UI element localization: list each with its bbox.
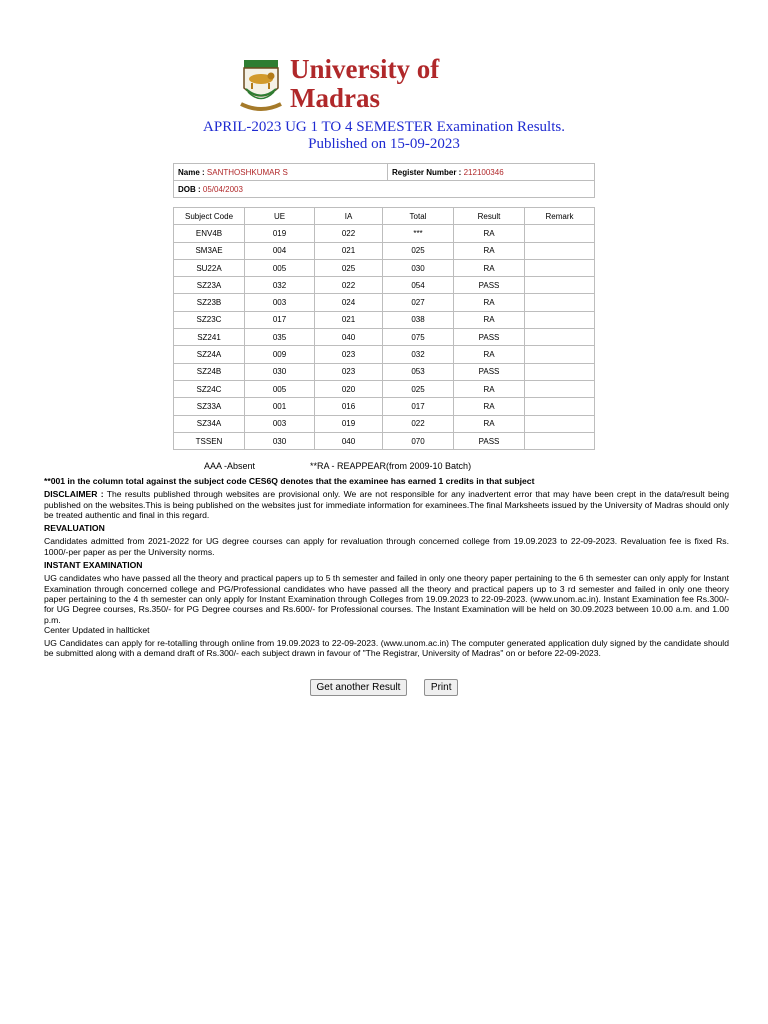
university-name-line1: University of xyxy=(290,54,440,84)
col-ia: IA xyxy=(315,208,383,225)
register-number-cell xyxy=(388,164,595,181)
ue-mark: 001 xyxy=(245,398,315,415)
result: RA xyxy=(454,415,525,432)
total-mark: *** xyxy=(383,225,454,242)
disclaimer-label: DISCLAIMER : xyxy=(44,489,104,500)
table-row xyxy=(174,398,595,415)
total-mark: 053 xyxy=(383,363,454,380)
get-another-result-button[interactable]: Get another Result xyxy=(310,679,408,696)
student-info-table xyxy=(173,163,595,198)
ia-mark: 040 xyxy=(315,329,383,346)
table-row xyxy=(174,415,595,432)
subject-code: SZ23B xyxy=(174,294,245,311)
table-row xyxy=(174,329,595,346)
ia-mark: 020 xyxy=(315,380,383,397)
table-row xyxy=(174,277,595,294)
university-name xyxy=(290,55,510,113)
university-name-line2: Madras xyxy=(290,83,380,113)
subject-code: SZ23A xyxy=(174,277,245,294)
exam-title xyxy=(0,119,768,153)
total-mark: 075 xyxy=(383,329,454,346)
dob-value: 05/04/2003 xyxy=(202,184,243,194)
result: RA xyxy=(454,242,525,259)
ue-mark: 003 xyxy=(245,294,315,311)
result: RA xyxy=(454,380,525,397)
remark xyxy=(525,432,595,449)
result: RA xyxy=(454,311,525,328)
col-remark: Remark xyxy=(525,208,595,225)
remark xyxy=(525,242,595,259)
total-mark: 025 xyxy=(383,380,454,397)
total-mark: 025 xyxy=(383,242,454,259)
exam-title-text: APRIL-2023 UG 1 TO 4 SEMESTER Examination Results. xyxy=(203,119,565,135)
table-row xyxy=(174,225,595,242)
ue-mark: 030 xyxy=(245,432,315,449)
credit-note: **001 in the column total against the subject code CES6Q denotes that the examinee has earned 1 credits in that subject xyxy=(44,476,535,486)
result: PASS xyxy=(454,363,525,380)
university-crest-icon xyxy=(238,58,284,114)
table-row xyxy=(174,311,595,328)
subject-code: SZ24C xyxy=(174,380,245,397)
col-subject-code: Subject Code xyxy=(174,208,245,225)
published-date: Published on 15-09-2023 xyxy=(308,136,460,152)
subject-code: ENV4B xyxy=(174,225,245,242)
ia-mark: 019 xyxy=(315,415,383,432)
total-mark: 030 xyxy=(383,259,454,276)
subject-code: SZ33A xyxy=(174,398,245,415)
marks-header-row xyxy=(174,208,595,225)
revaluation-text: Candidates admitted from 2021-2022 for UG degree courses can apply for revaluation through concerned college from 19.09.2023 to 22-09-2023. Revaluation fee is fixed Rs. 1000/-per paper as per the University norms. xyxy=(44,536,729,557)
table-row xyxy=(174,363,595,380)
table-row xyxy=(174,346,595,363)
name-label: Name : xyxy=(178,167,205,177)
center-note: Center Updated in hallticket xyxy=(44,624,150,635)
col-ue: UE xyxy=(245,208,315,225)
ia-mark: 022 xyxy=(315,277,383,294)
subject-code: SZ24A xyxy=(174,346,245,363)
total-mark: 017 xyxy=(383,398,454,415)
student-name-cell xyxy=(174,164,388,181)
ue-mark: 004 xyxy=(245,242,315,259)
disclaimer xyxy=(44,489,729,520)
total-mark: 027 xyxy=(383,294,454,311)
ue-mark: 003 xyxy=(245,415,315,432)
remark xyxy=(525,398,595,415)
ue-mark: 009 xyxy=(245,346,315,363)
ue-mark: 019 xyxy=(245,225,315,242)
print-button[interactable]: Print xyxy=(424,679,459,696)
result: PASS xyxy=(454,277,525,294)
table-row xyxy=(174,294,595,311)
subject-code: SZ34A xyxy=(174,415,245,432)
result: PASS xyxy=(454,432,525,449)
ia-mark: 023 xyxy=(315,346,383,363)
ue-mark: 017 xyxy=(245,311,315,328)
remark xyxy=(525,380,595,397)
action-buttons xyxy=(0,677,768,696)
result: RA xyxy=(454,259,525,276)
ia-mark: 023 xyxy=(315,363,383,380)
remark xyxy=(525,346,595,363)
ia-mark: 021 xyxy=(315,242,383,259)
subject-code: TSSEN xyxy=(174,432,245,449)
remark xyxy=(525,329,595,346)
remark xyxy=(525,225,595,242)
table-row xyxy=(174,380,595,397)
register-number: 212100346 xyxy=(463,167,504,177)
ia-mark: 021 xyxy=(315,311,383,328)
ue-mark: 005 xyxy=(245,380,315,397)
remark xyxy=(525,311,595,328)
col-result: Result xyxy=(454,208,525,225)
table-row xyxy=(174,432,595,449)
total-mark: 070 xyxy=(383,432,454,449)
ia-mark: 016 xyxy=(315,398,383,415)
remark xyxy=(525,294,595,311)
total-mark: 032 xyxy=(383,346,454,363)
dob-cell xyxy=(174,181,595,198)
student-name: SANTHOSHKUMAR S xyxy=(206,167,288,177)
result: RA xyxy=(454,294,525,311)
legend-absent: AAA -Absent xyxy=(204,461,256,471)
col-total: Total xyxy=(383,208,454,225)
table-row xyxy=(174,242,595,259)
remark xyxy=(525,415,595,432)
register-number-label: Register Number : xyxy=(392,167,462,177)
ia-mark: 022 xyxy=(315,225,383,242)
retotal-text: UG Candidates can apply for re-totalling through online from 19.09.2023 to 22-09-2023. (www.unom.ac.in) The computer generated application duly signed by the candidate should be submitted along with a demand draft of Rs.300/- each subject drawn in favour of "The Registrar, University of Madras" on or before 22-09-2023. xyxy=(44,638,729,659)
result: PASS xyxy=(454,329,525,346)
instant-exam-text: UG candidates who have passed all the theory and practical papers up to 5 th semester and failed in only one theory paper pertaining to the 6 th semester can only apply for Instant Examination through concerned college and PG/Professional candidates who have passed all the theory and practical papers up to 3 rd semester and failed in only one theory paper pertaining to the 4 th semester can only apply for Instant Examination through Colleges from 19.09.2023 to 22-09-2023. (www.unom.ac.in). Instant Examination fee Rs.300/- for UG Degree courses, Rs.350/- for PG Degree courses and Rs.600/- for Professional courses. The Instant Examination will be held on 30.09.2023 between 10.00 a.m. and 1.00 p.m. xyxy=(44,573,729,625)
revaluation-heading: REVALUATION xyxy=(44,523,105,534)
subject-code: SZ24B xyxy=(174,363,245,380)
total-mark: 054 xyxy=(383,277,454,294)
ia-mark: 024 xyxy=(315,294,383,311)
result: RA xyxy=(454,225,525,242)
result: RA xyxy=(454,346,525,363)
remark xyxy=(525,277,595,294)
notes-section xyxy=(44,476,729,659)
remark xyxy=(525,259,595,276)
ue-mark: 032 xyxy=(245,277,315,294)
table-row xyxy=(174,259,595,276)
result: RA xyxy=(454,398,525,415)
ue-mark: 030 xyxy=(245,363,315,380)
total-mark: 038 xyxy=(383,311,454,328)
ia-mark: 025 xyxy=(315,259,383,276)
subject-code: SZ23C xyxy=(174,311,245,328)
instant-exam-heading: INSTANT EXAMINATION xyxy=(44,560,143,571)
dob-label: DOB : xyxy=(178,184,201,194)
disclaimer-text: The results published through websites are provisional only. We are not responsible for any inadvertent error that may have been crept in the data/result being published on the websites.This is being published on the websites just for immediate information for examinees.The final Marksheets issued by the University of Madras should only be treated authentic and final in this regard. xyxy=(44,489,729,520)
subject-code: SZ241 xyxy=(174,329,245,346)
total-mark: 022 xyxy=(383,415,454,432)
legend-reappear: **RA - REAPPEAR(from 2009-10 Batch) xyxy=(310,461,472,471)
ue-mark: 005 xyxy=(245,259,315,276)
subject-code: SM3AE xyxy=(174,242,245,259)
marks-table xyxy=(173,207,595,450)
ue-mark: 035 xyxy=(245,329,315,346)
subject-code: SU22A xyxy=(174,259,245,276)
remark xyxy=(525,363,595,380)
ia-mark: 040 xyxy=(315,432,383,449)
